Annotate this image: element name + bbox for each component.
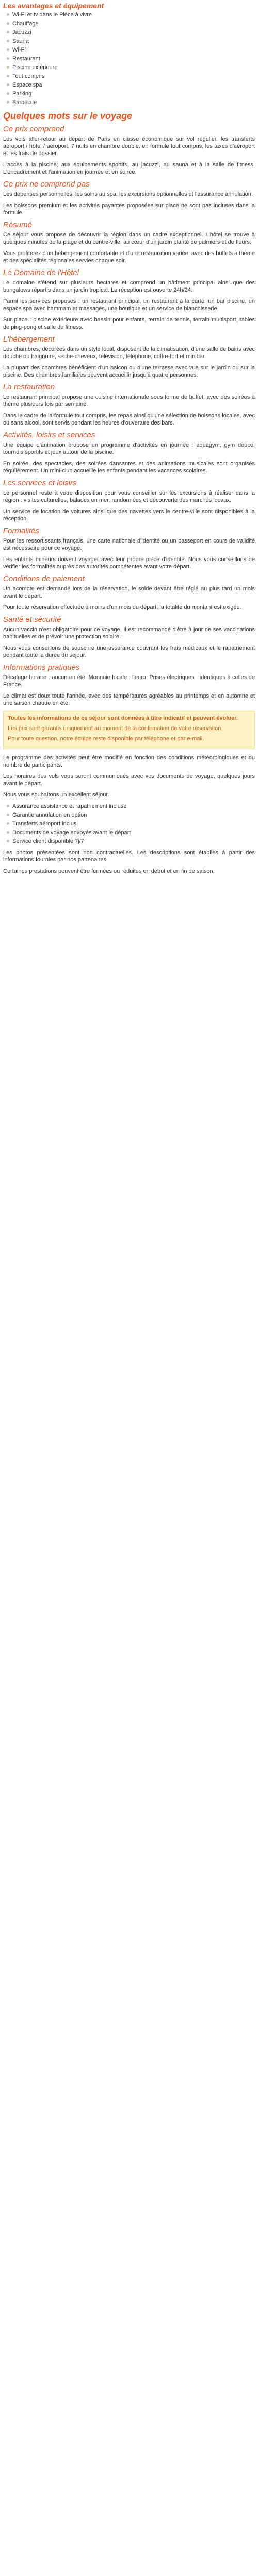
advantage-item: Restaurant	[12, 55, 255, 62]
advantages-list	[3, 11, 255, 106]
advantage-item: Tout compris	[12, 73, 255, 80]
section-paragraph: Pour toute réservation effectuée à moins d'un mois du départ, la totalité du montant est exigée.	[3, 604, 241, 611]
section-title: La restauration	[3, 383, 55, 392]
section-paragraph: Nous vous conseillons de souscrire une assurance couvrant les frais médicaux et le rapatriement pendant toute la durée du séjour.	[3, 645, 255, 658]
main-title: Quelques mots sur le voyage	[3, 111, 133, 121]
section	[3, 268, 255, 331]
section-title: Formalités	[3, 527, 40, 535]
section-paragraph: Le personnel reste à votre disposition pour vous conseiller sur les excursions à réaliser dans la région : visites culturelles, balades en mer, randonnées et découverte des marchés locaux.	[3, 490, 255, 503]
section	[3, 335, 255, 379]
section-title: Le Domaine de l'Hôtel	[3, 268, 79, 277]
section-paragraph: Les enfants mineurs doivent voyager avec leur propre pièce d'identité. Nous vous conseillons de vérifier les formalités auprès des autorités compétentes avant votre départ.	[3, 556, 255, 570]
advantages-title: Les avantages et équipement	[3, 2, 104, 10]
notice-line: Les prix sont garantis uniquement au moment de la confirmation de votre réservation.	[8, 725, 223, 732]
page	[0, 0, 258, 875]
section-paragraph: Dans le cadre de la formule tout compris, les repas ainsi qu'une sélection de boissons locales, avec ou sans alcool, sont servis pendant les heures d'ouverture des bars.	[3, 413, 255, 426]
advantage-item: Wi-Fi	[12, 46, 255, 54]
section	[3, 479, 255, 522]
section-paragraph: La plupart des chambres bénéficient d'un balcon ou d'une terrasse avec vue sur le jardin ou sur la piscine. Des chambres familiales peuvent accueillir jusqu'à quatre personnes.	[3, 365, 255, 378]
section	[3, 125, 255, 176]
section-title: Les services et loisirs	[3, 479, 77, 487]
closing-text-2	[3, 849, 255, 875]
closing-text	[3, 754, 255, 799]
section-paragraph: Ce séjour vous propose de découvrir la région dans un cadre exceptionnel. L'hôtel se trouve à quelques minutes de la plage et du centre-ville, au cœur d'un jardin planté de palmiers et de fleurs.	[3, 232, 255, 245]
section-paragraph: Sur place : piscine extérieure avec bassin pour enfants, terrain de tennis, terrain multisport, tables de ping-pong et salle de fitness.	[3, 317, 255, 330]
info-bullet: Garantie annulation en option	[12, 811, 255, 819]
section-paragraph: Aucun vaccin n'est obligatoire pour ce voyage. Il est recommandé d'être à jour de ses vaccinations habituelles et de prévoir une protection solaire.	[3, 626, 255, 640]
section-title: Ce prix comprend	[3, 125, 64, 133]
section	[3, 574, 255, 611]
section-paragraph: Un service de location de voitures ainsi que des navettes vers le centre-ville sont disponibles à la réception.	[3, 509, 255, 522]
section-paragraph: Les boissons premium et les activités payantes proposées sur place ne sont pas incluses dans la formule.	[3, 202, 255, 216]
section-title: Conditions de paiement	[3, 574, 85, 583]
section-paragraph: Décalage horaire : aucun en été. Monnaie locale : l'euro. Prises électriques : identiques à celles de France.	[3, 674, 255, 688]
section-paragraph: Un acompte est demandé lors de la réservation, le solde devant être réglé au plus tard un mois avant le départ.	[3, 586, 255, 599]
closing-paragraph: Les horaires des vols vous seront communiqués avec vos documents de voyage, quelques jours avant le départ.	[3, 773, 255, 787]
advantage-item: Jacuzzi	[12, 29, 255, 36]
info-bullet: Transferts aéroport inclus	[12, 820, 255, 827]
info-bullet: Documents de voyage envoyés avant le départ	[12, 829, 255, 836]
section-paragraph: Pour les ressortissants français, une carte nationale d'identité ou un passeport en cours de validité est nécessaire pour ce voyage.	[3, 538, 255, 551]
advantage-item: Barbecue	[12, 99, 255, 106]
section	[3, 615, 255, 659]
section-title: Ce prix ne comprend pas	[3, 180, 90, 189]
section-paragraph: Une équipe d'animation propose un programme d'activités en journée : aquagym, gym douce, tournois sportifs et jeux autour de la piscine.	[3, 442, 255, 455]
section	[3, 221, 255, 264]
section	[3, 383, 255, 427]
advantage-item: Chauffage	[12, 20, 255, 27]
section-paragraph: Le domaine s'étend sur plusieurs hectares et comprend un bâtiment principal ainsi que des bungalows répartis dans un jardin tropical. La réception est ouverte 24h/24.	[3, 280, 255, 293]
section-paragraph: Les chambres, décorées dans un style local, disposent de la climatisation, d'une salle de bains avec douche ou baignoire, sèche-cheveux, télévision, téléphone, coffre-fort et minibar.	[3, 346, 255, 360]
advantage-item: Parking	[12, 90, 255, 97]
advantage-item: Espace spa	[12, 81, 255, 89]
section-paragraph: Parmi les services proposés : un restaurant principal, un restaurant à la carte, un bar piscine, un espace spa avec hammam et massages, une boutique et un service de blanchisserie.	[3, 298, 255, 312]
section-paragraph: Le climat est doux toute l'année, avec des températures agréables au printemps et en automne et une saison chaude en été.	[3, 693, 255, 706]
section	[3, 180, 255, 216]
section-title: Activités, loisirs et services	[3, 431, 95, 439]
notice-box	[3, 711, 255, 749]
section-title: L'hébergement	[3, 335, 55, 344]
closing-paragraph: Certaines prestations peuvent être fermées ou réduites en début et en fin de saison.	[3, 868, 215, 874]
advantage-item: Sauna	[12, 38, 255, 45]
section-paragraph: Les dépenses personnelles, les soins au spa, les excursions optionnelles et l'assurance annulation.	[3, 191, 253, 197]
section-title: Résumé	[3, 221, 32, 229]
section	[3, 431, 255, 474]
info-bullet: Assurance assistance et rapatriement incluse	[12, 803, 255, 810]
section	[3, 527, 255, 570]
info-bullet: Service client disponible 7j/7	[12, 838, 255, 845]
section-title: Informations pratiques	[3, 663, 80, 672]
section	[3, 663, 255, 707]
closing-paragraph: Le programme des activités peut être modifié en fonction des conditions météorologiques et du nombre de participants.	[3, 755, 255, 768]
notice-line: Toutes les informations de ce séjour sont données à titre indicatif et peuvent évoluer.	[8, 715, 238, 721]
section-paragraph: L'accès à la piscine, aux équipements sportifs, au jacuzzi, au sauna et à la salle de fitness. L'encadrement et l'animation en journée et en soirée.	[3, 162, 255, 175]
closing-paragraph: Les photos présentées sont non contractuelles. Les descriptions sont établies à partir des informations fournies par nos partenaires.	[3, 850, 255, 863]
advantage-item: Piscine extérieure	[12, 64, 255, 71]
section-paragraph: En soirée, des spectacles, des soirées dansantes et des animations musicales sont organisés régulièrement. Un mini-club accueille les enfants pendant les vacances scolaires.	[3, 461, 255, 474]
notice-line: Pour toute question, notre équipe reste disponible par téléphone et par e-mail.	[8, 736, 204, 742]
section-paragraph: Le restaurant principal propose une cuisine internationale sous forme de buffet, avec des soirées à thème plusieurs fois par semaine.	[3, 394, 255, 408]
section-title: Santé et sécurité	[3, 615, 61, 624]
sections	[3, 125, 255, 707]
advantage-item: Wi-Fi et tv dans le Pièce à vivre	[12, 11, 255, 19]
closing-paragraph: Nous vous souhaitons un excellent séjour.	[3, 792, 109, 798]
section-paragraph: Vous profiterez d'un hébergement confortable et d'une restauration variée, avec des buffets à thème et des spécialités régionales servies chaque soir.	[3, 250, 255, 264]
section-paragraph: Les vols aller-retour au départ de Paris en classe économique sur vol régulier, les transferts aéroport / hôtel / aéroport, 7 nuits en chambre double, en formule tout compris, les taxes d'aéroport et les frais de dossier.	[3, 136, 255, 157]
info-bullets	[3, 803, 255, 845]
